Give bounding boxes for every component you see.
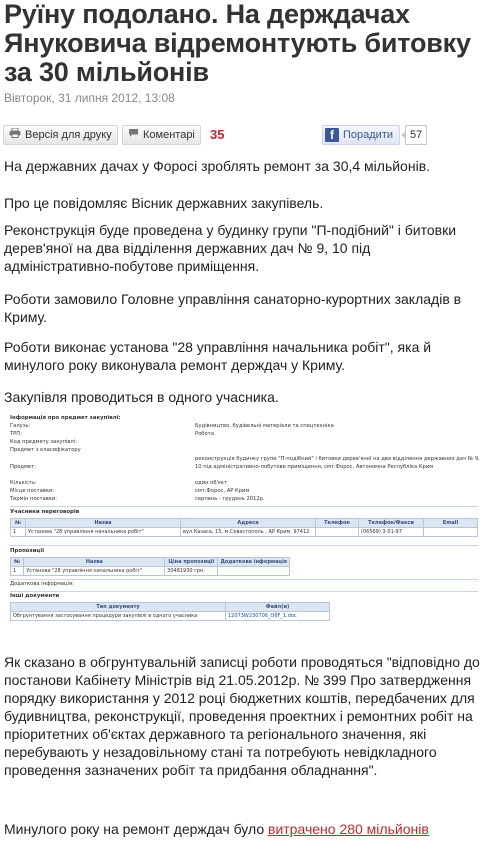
info-row: ТРП: Робота: [10, 431, 214, 437]
comment-bubble-icon: [128, 126, 139, 144]
table-row: Обгрунтування застосування процедури закупівлі в одного учасника 12073W230706_O6F_1.doc: [11, 612, 330, 621]
table-row: 1 Установа "28 управління начальника робіт" 30481930 грн.: [11, 567, 290, 576]
info-row: Код предмету закупівлі:: [10, 439, 77, 445]
printer-icon: [9, 126, 21, 144]
comments-label: Коментарі: [143, 129, 195, 141]
info-row: Термін поставки: серпень - грудень 2012р.: [10, 496, 265, 502]
paragraph: Реконструкція буде проведена у будинку групи "П-подібний" і битовки дерев'яної на два відділення державних дач № 9, 10 під адміністративно-побутове приміщення.: [4, 222, 457, 274]
article: [0, 0, 495, 147]
divider: [10, 545, 478, 546]
procurement-record-image: [4, 405, 485, 633]
info-row: Галузь: Будівництво, будівельні матеріали та спецтехніка: [10, 423, 334, 429]
recommend-count: 57: [405, 125, 427, 145]
facebook-recommend-button[interactable]: [322, 125, 400, 145]
article-title: Руїну подолано. На держдачах Януковича відремонтують битовку за 30 мільйонів: [4, 0, 471, 87]
documents-table: Тип документу Файл(и) Обгрунтування застосування процедури закупівлі в одного учасника 12073W230706_O6F_1.doc: [10, 602, 330, 621]
info-row: Місце поставки: смт.Форос, АР Крим: [10, 488, 250, 494]
divider: [10, 579, 478, 580]
print-version-label: Версія для друку: [25, 129, 112, 141]
facebook-icon: f: [325, 128, 339, 142]
article-toolbar: [4, 125, 491, 147]
table-row: 1 Установа "28 управління начальника робіт" вул.Казаса, 15, м.Севастополь , АР Крим, 97412 (06569) 3-01-97: [11, 528, 478, 537]
participants-table: № Назва Адреса Телефон Телефон/Факси Email 1 Установа "28 управління начальника робіт" вул.Казаса, 15, м.Севастополь , АР Крим, 97412 (06569) 3-01-97: [10, 518, 478, 537]
comments-count[interactable]: 35: [210, 127, 225, 142]
info-row: Предмет: реконструкція будинку групи "П-подібний" і битовки дерев'яної на два відділення державних дач № 9, 10 під адміністративно-побутове приміщення, смт.Форос, Автономна Республіка Крим: [10, 456, 480, 470]
divider: [10, 506, 478, 507]
comments-button[interactable]: [122, 125, 201, 145]
paragraph: Як сказано в обгрунтувальній записці роботи проводяться "відповідно до постанови Кабінету Міністрів від 21.05.2012р. № 399 Про затвердження порядку використання у 2012 році бюджетних коштів, передбачених для будивництва, реконструкції, проведення проектних і ремонтних робіт на пріоритетних об'єктах державного та регіонального значення, які перебувають у незадовільному стані та потребують невідкладного проведення зазначених робіт та придбання обладнання".: [4, 654, 480, 778]
paragraph: Закупівля проводиться в одного учасника.: [4, 389, 279, 405]
info-heading: Інформація про предмет закупівлі:: [10, 415, 121, 421]
info-row: Предмет з класифікатору: [10, 447, 81, 453]
article-date: Вівторок, 31 липня 2012, 13:08: [4, 91, 175, 105]
participants-heading: Учасники переговорів: [10, 509, 80, 515]
paragraph: На державних дачах у Форосі зроблять ремонт за 30,4 мільйонів.: [4, 158, 431, 174]
divider: [10, 591, 478, 592]
docs-heading: Інші документи: [10, 593, 60, 599]
proposals-heading: Пропозиції: [10, 548, 45, 554]
paragraph: Роботи виконає установа "28 управління начальника робіт", яка й минулого року виконувала ремонт держдач у Криму.: [4, 339, 432, 373]
paragraph: Роботи замовило Головне управління санаторно-курортних закладів в Криму.: [4, 291, 462, 325]
spent-280-million-link[interactable]: витрачено 280 мільйонів: [268, 821, 429, 837]
extra-info-label: Додаткова інформація:: [10, 581, 74, 587]
proposals-table: № Назва Ціна пропозиції Додаткова інформація 1 Установа "28 управління начальника робіт" 30481930 грн.: [10, 557, 290, 576]
paragraph: Минулого року на ремонт держдач було витрачено 280 мільйонів: [4, 821, 429, 837]
recommend-label: Порадити: [343, 129, 394, 141]
print-version-button[interactable]: [3, 125, 118, 145]
info-row: Кількість: один об'єкт: [10, 480, 227, 486]
paragraph: Про це повідомляє Вісник державних закупівель.: [4, 195, 324, 211]
